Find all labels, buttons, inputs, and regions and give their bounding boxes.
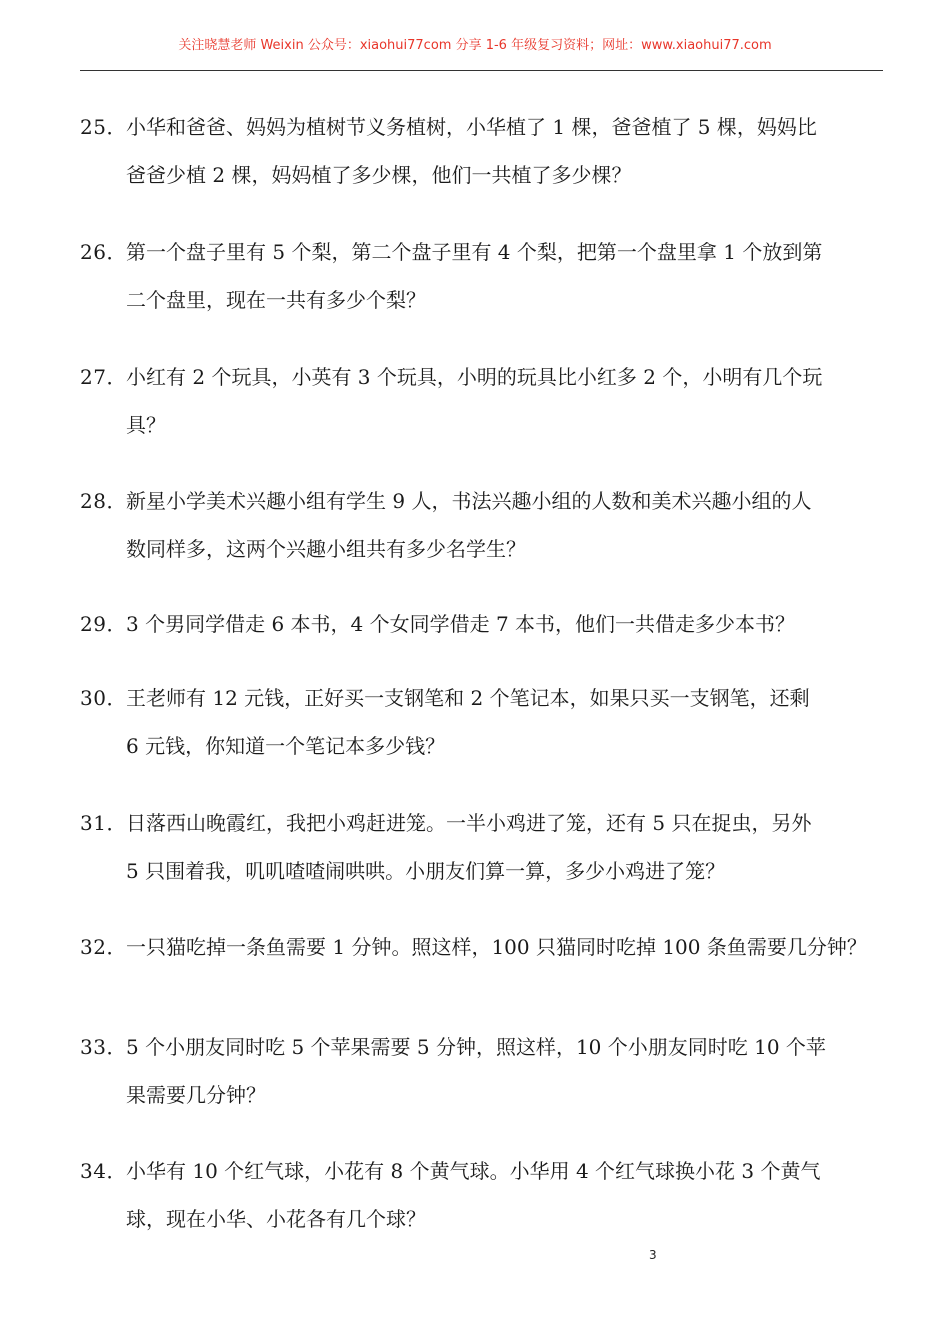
page-number: 3 xyxy=(649,1248,657,1262)
question-text-line: 新星小学美术兴趣小组有学生 9 人，书法兴趣小组的人数和美术兴趣小组的人 xyxy=(126,489,812,513)
question-text-line: 小华和爸爸、妈妈为植树节义务植树，小华植了 1 棵，爸爸植了 5 棵，妈妈比 xyxy=(126,115,817,139)
question-number: 25． xyxy=(80,115,127,139)
header-divider xyxy=(80,70,883,71)
question-text-line: 小华有 10 个红气球，小花有 8 个黄气球。小华用 4 个红气球换小花 3 个黄气 xyxy=(126,1159,821,1183)
question-text-line: 5 只围着我，叽叽喳喳闹哄哄。小朋友们算一算，多少小鸡进了笼？ xyxy=(126,859,726,883)
question-text-line: 具？ xyxy=(126,413,166,437)
question-text-line: 二个盘里，现在一共有多少个梨？ xyxy=(126,288,426,312)
question-text-line: 一只猫吃掉一条鱼需要 1 分钟。照这样，100 只猫同时吃掉 100 条鱼需要几分钟？ xyxy=(126,935,867,959)
page-header: 关注晓慧老师 Weixin 公众号：xiaohui77com 分享 1-6 年级复习资料；网址：www.xiaohui77.com xyxy=(178,38,772,53)
question-text-line: 果需要几分钟？ xyxy=(126,1083,266,1107)
question-text-line: 小红有 2 个玩具，小英有 3 个玩具，小明的玩具比小红多 2 个，小明有几个玩 xyxy=(126,365,823,389)
question-text-line: 第一个盘子里有 5 个梨，第二个盘子里有 4 个梨，把第一个盘里拿 1 个放到第 xyxy=(126,240,823,264)
question-text-line: 数同样多，这两个兴趣小组共有多少名学生？ xyxy=(126,537,526,561)
question-number: 34． xyxy=(80,1159,127,1183)
question-number: 29． xyxy=(80,612,127,636)
question-number: 33． xyxy=(80,1035,127,1059)
question-text-line: 王老师有 12 元钱，正好买一支钢笔和 2 个笔记本，如果只买一支钢笔，还剩 xyxy=(126,686,810,710)
question-text-line: 球，现在小华、小花各有几个球？ xyxy=(126,1207,426,1231)
question-text-line: 6 元钱，你知道一个笔记本多少钱？ xyxy=(126,734,446,758)
question-number: 26． xyxy=(80,240,127,264)
question-text-line: 3 个男同学借走 6 本书，4 个女同学借走 7 本书，他们一共借走多少本书？ xyxy=(126,612,796,636)
question-number: 27． xyxy=(80,365,127,389)
question-number: 32． xyxy=(80,935,127,959)
question-number: 28． xyxy=(80,489,127,513)
question-text-line: 日落西山晚霞红，我把小鸡赶进笼。一半小鸡进了笼，还有 5 只在捉虫，另外 xyxy=(126,811,812,835)
question-number: 31． xyxy=(80,811,127,835)
question-number: 30． xyxy=(80,686,127,710)
question-text-line: 爸爸少植 2 棵，妈妈植了多少棵，他们一共植了多少棵？ xyxy=(126,163,632,187)
question-text-line: 5 个小朋友同时吃 5 个苹果需要 5 分钟，照这样，10 个小朋友同时吃 10 个苹 xyxy=(126,1035,826,1059)
